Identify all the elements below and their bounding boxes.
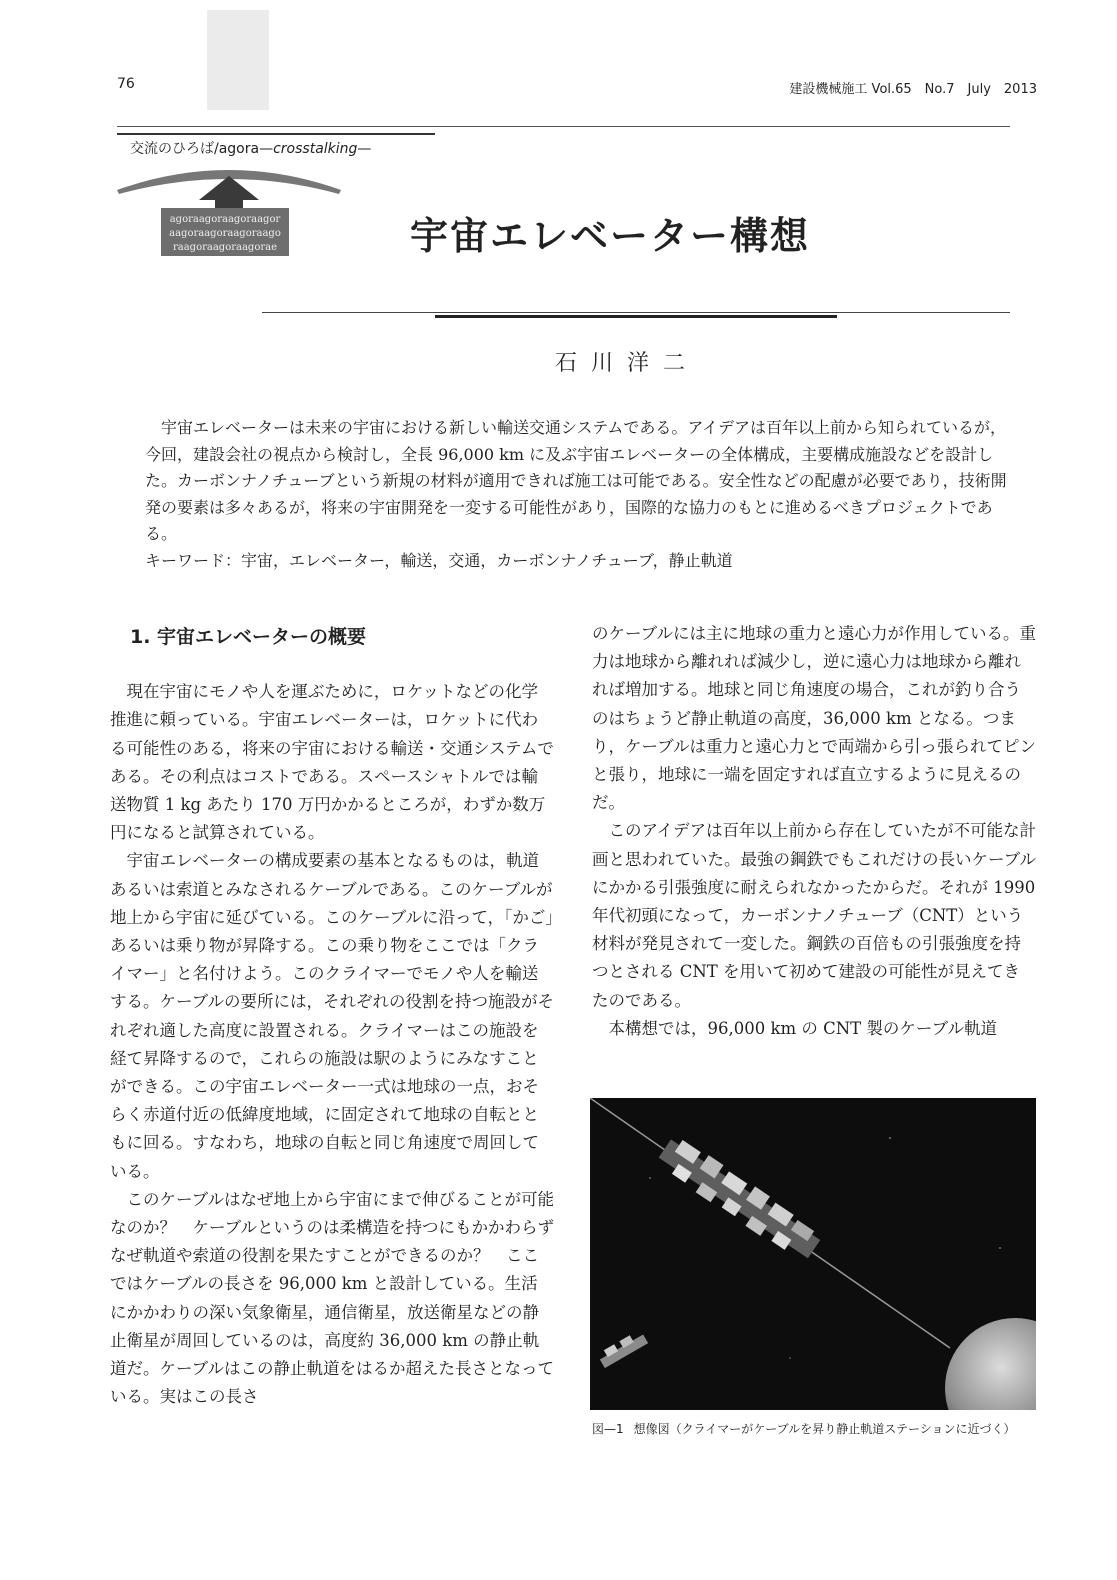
paragraph: 宇宙エレベーターの構成要素の基本となるものは，軌道あるいは索道とみなされるケーブルである。このケーブルが地上から宇宙に延びている。このケーブルに沿って，「かご」あるいは乗り物が昇降する。この乗り物をここでは「クライマー」と名付けよう。このクライマーでモノや人を輸送する。ケーブルの要所には，それぞれの役割を持つ施設がそれぞれ適した高度に設置される。クライマーはこの施設を経て昇降するので，これらの施設は駅のようにみなすことができる。この宇宙エレベーター一式は地球の一点，おそらく赤道付近の低緯度地域，に固定されて地球の自転とともに回る。すなわち，地球の自転と同じ角速度で周回している。: [110, 851, 555, 1181]
figure-number: 図—1: [592, 1422, 624, 1436]
paragraph: 本構想では，96,000 km の CNT 製のケーブル軌道: [608, 1018, 997, 1038]
section-label-suffix: —crosstalking—: [259, 141, 372, 157]
climber: [597, 1329, 648, 1368]
left-column: [110, 626, 555, 1411]
figure-image: [590, 1098, 1036, 1410]
scan-smudge: [207, 10, 269, 110]
abstract: [145, 415, 1015, 574]
figure-caption-text: 想像図（クライマーがケーブルを昇り静止軌道ステーションに近づく）: [633, 1422, 1016, 1436]
section-label-prefix: 交流のひろば/agora: [130, 141, 260, 157]
title-rule: [262, 312, 1010, 313]
header-rule: [117, 126, 1010, 127]
author: 石川洋二: [555, 351, 700, 376]
paragraph: このケーブルはなぜ地上から宇宙にまで伸びることが可能なのか？ ケーブルというのは柔構造を持つにもかかわらずなぜ軌道や索道の役割を果たすことができるのか？ ここではケーブルの長さを 96,000 km と設計している。生活にかかわりの深い気象衛星，通信衛星，放送衛星などの静止衛星が周回しているのは，高度約 36,000 km の静止軌道だ。ケーブルはこの静止軌道をはるか超えた長さとなっている。実はこの長さ: [110, 1189, 555, 1407]
page-number: 76: [117, 76, 135, 92]
space-elevator-illustration: [590, 1098, 1036, 1410]
paragraph: このアイデアは百年以上前から存在していたが不可能な計画と思われていた。最強の鋼鉄でもこれだけの長いケーブルにかかる引張強度に耐えられなかったからだ。それが 1990 年代初頭になって，カーボンナノチューブ（CNT）という材料が発見されて一変した。鋼鉄の百倍もの引張強度を持つとされる CNT を用いて初めて建設の可能性が見えてきたのである。: [592, 821, 1037, 1010]
title-rule-bold: [435, 315, 837, 318]
logo-text-line-2: aagoraagoraagoraago: [169, 228, 281, 239]
section-rule: [117, 133, 435, 135]
up-arrow-icon: [199, 176, 259, 208]
abstract-text: 宇宙エレベーターは未来の宇宙における新しい輸送交通システムである。アイデアは百年以上前から知られているが，今回，建設会社の視点から検討し，全長 96,000 km に及ぶ宇宙エレベーターの全体構成，主要構成施設などを設計した。カーボンナノチューブという新規の材料が適用できれば施工は可能である。安全性などの配慮が必要であり，技術開発の要素は多々あるが，将来の宇宙開発を一変する可能性があり，国際的な協力のもとに進めるべきプロジェクトである。: [145, 418, 1007, 543]
agora-logo: [113, 160, 345, 260]
journal-header: 建設機械施工 Vol.65 No.7 July 2013: [789, 82, 1037, 97]
logo-text-line-1: agoraagoraagoraagor: [169, 214, 281, 225]
paragraph: 現在宇宙にモノや人を運ぶために，ロケットなどの化学推進に頼っている。宇宙エレベーターは，ロケットに代わる可能性のある，将来の宇宙における輸送・交通システムである。その利点はコストである。スペースシャトルでは輸送物質 1 kg あたり 170 万円かかるところが，わずか数万円になると試算されている。: [110, 682, 554, 843]
logo-text-line-3: raagoraagoraagorae: [172, 242, 278, 253]
climber-station: [654, 1133, 824, 1265]
section-label: [130, 138, 371, 158]
article-title: 宇宙エレベーター構想: [410, 214, 811, 258]
right-column: [592, 620, 1036, 1043]
earth: [945, 1318, 1036, 1410]
paragraph-continued: のケーブルには主に地球の重力と遠心力が作用している。重力は地球から離れれば減少し，逆に遠心力は地球から離れれば増加する。地球と同じ角速度の場合，これが釣り合うのはちょうど静止軌道の高度，36,000 km となる。つまり，ケーブルは重力と遠心力とで両端から引っ張られてピンと張り，地球に一端を固定すれば直立するように見えるのだ。: [592, 624, 1037, 813]
keywords: キーワード：宇宙，エレベーター，輸送，交通，カーボンナノチューブ，静止軌道: [145, 550, 733, 570]
section-heading: 1. 宇宙エレベーターの概要: [130, 626, 367, 648]
figure-caption: [592, 1420, 1038, 1438]
